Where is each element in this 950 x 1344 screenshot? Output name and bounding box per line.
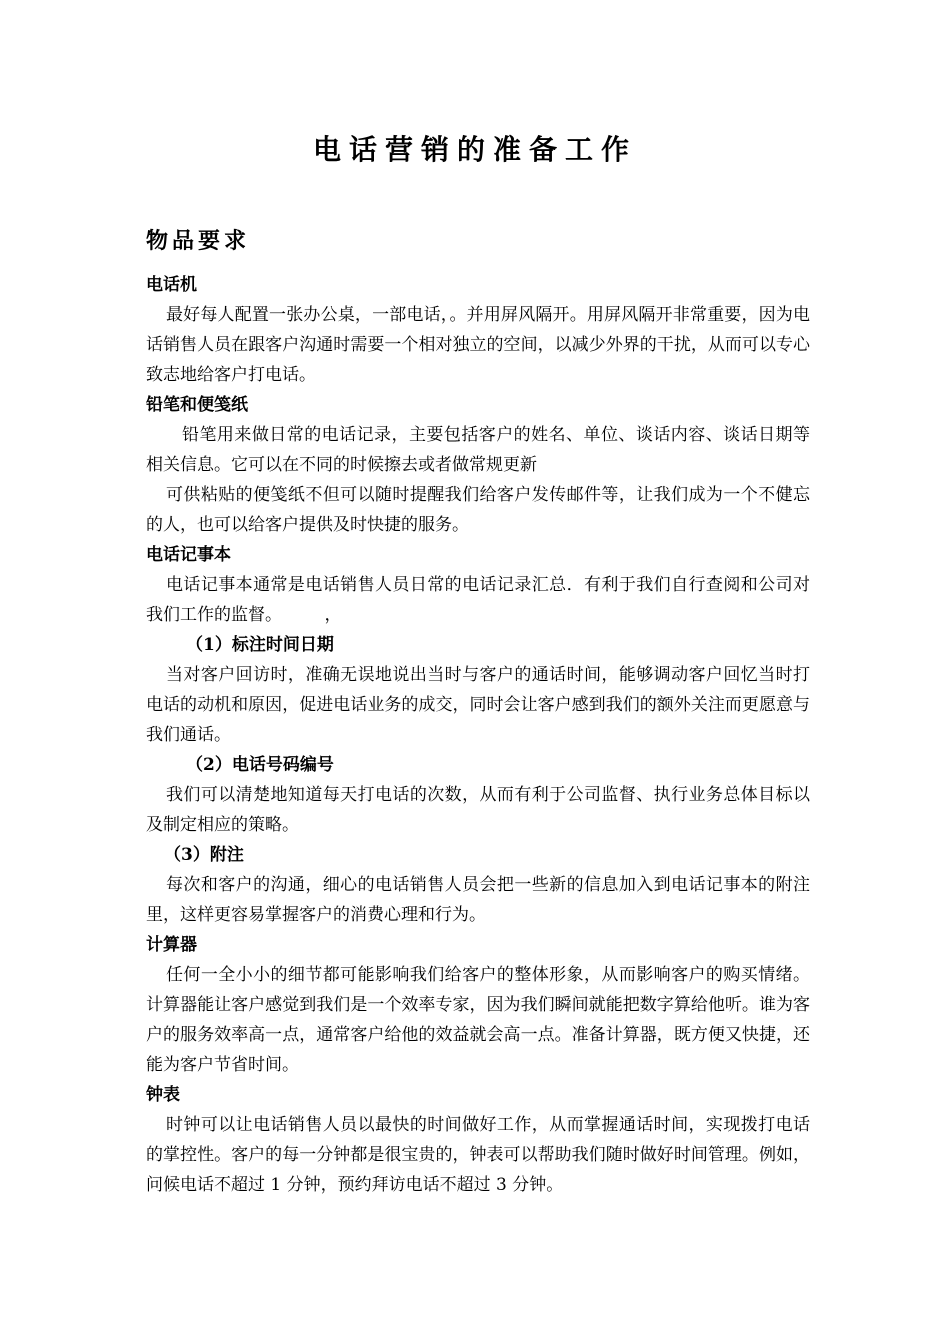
section-heading: 物品要求 bbox=[146, 228, 251, 254]
paragraph-calculator: 任何一全小小的细节都可能影响我们给客户的整体形象，从而影响客户的购买情绪。计算器能让客户感觉到我们是一个效率专家，因为我们瞬间就能把数字算给他听。谁为客户的服务效率高一点，通常客户给他的效益就会高一点。准备计算器，既方便又快捷，还能为客户节省时间。 bbox=[146, 965, 810, 1075]
list-item-heading-2: （2）电话号码编号 bbox=[186, 755, 334, 775]
list-item-heading-1: （1）标注时间日期 bbox=[186, 635, 334, 655]
paragraph-pen-1: 铅笔用来做日常的电话记录，主要包括客户的姓名、单位、谈话内容、谈话日期等相关信息。它可以在不同的时候擦去或者做常规更新 bbox=[146, 425, 810, 475]
paragraph-phone: 最好每人配置一张办公桌，一部电话，。并用屏风隔开。用屏风隔开非常重要，因为电话销售人员在跟客户沟通时需要一个相对独立的空间，以减少外界的干扰，从而可以专心致志地给客户打电话。 bbox=[146, 305, 810, 385]
subheading-clock: 钟表 bbox=[146, 1085, 180, 1105]
list-item-heading-3: （3）附注 bbox=[164, 845, 244, 865]
document-body bbox=[146, 270, 810, 1200]
subheading-phone: 电话机 bbox=[146, 275, 197, 295]
paragraph-clock: 时钟可以让电话销售人员以最快的时间做好工作，从而掌握通话时间，实现拨打电话的掌控性。客户的每一分钟都是很宝贵的，钟表可以帮助我们随时做好时间管理。例如，问候电话不超过 1 分钟，预约拜访电话不超过 3 分钟。 bbox=[146, 1115, 810, 1195]
paragraph-item-2: 我们可以清楚地知道每天打电话的次数，从而有利于公司监督、执行业务总体目标以及制定相应的策略。 bbox=[146, 785, 810, 835]
paragraph-notebook: 电话记事本通常是电话销售人员日常的电话记录汇总．有利于我们自行查阅和公司对我们工作的监督。 ， bbox=[146, 575, 810, 625]
subheading-pen: 铅笔和便笺纸 bbox=[146, 395, 248, 415]
paragraph-item-3: 每次和客户的沟通，细心的电话销售人员会把一些新的信息加入到电话记事本的附注里，这样更容易掌握客户的消费心理和行为。 bbox=[146, 875, 810, 925]
subheading-calculator: 计算器 bbox=[146, 935, 197, 955]
document-title: 电话营销的准备工作 bbox=[312, 133, 637, 166]
subheading-notebook: 电话记事本 bbox=[146, 545, 231, 565]
paragraph-pen-2: 可供粘贴的便笺纸不但可以随时提醒我们给客户发传邮件等，让我们成为一个不健忘的人，也可以给客户提供及时快捷的服务。 bbox=[146, 485, 810, 535]
paragraph-item-1: 当对客户回访时，准确无误地说出当时与客户的通话时间，能够调动客户回忆当时打电话的动机和原因，促进电话业务的成交，同时会让客户感到我们的额外关注而更愿意与我们通话。 bbox=[146, 665, 810, 745]
